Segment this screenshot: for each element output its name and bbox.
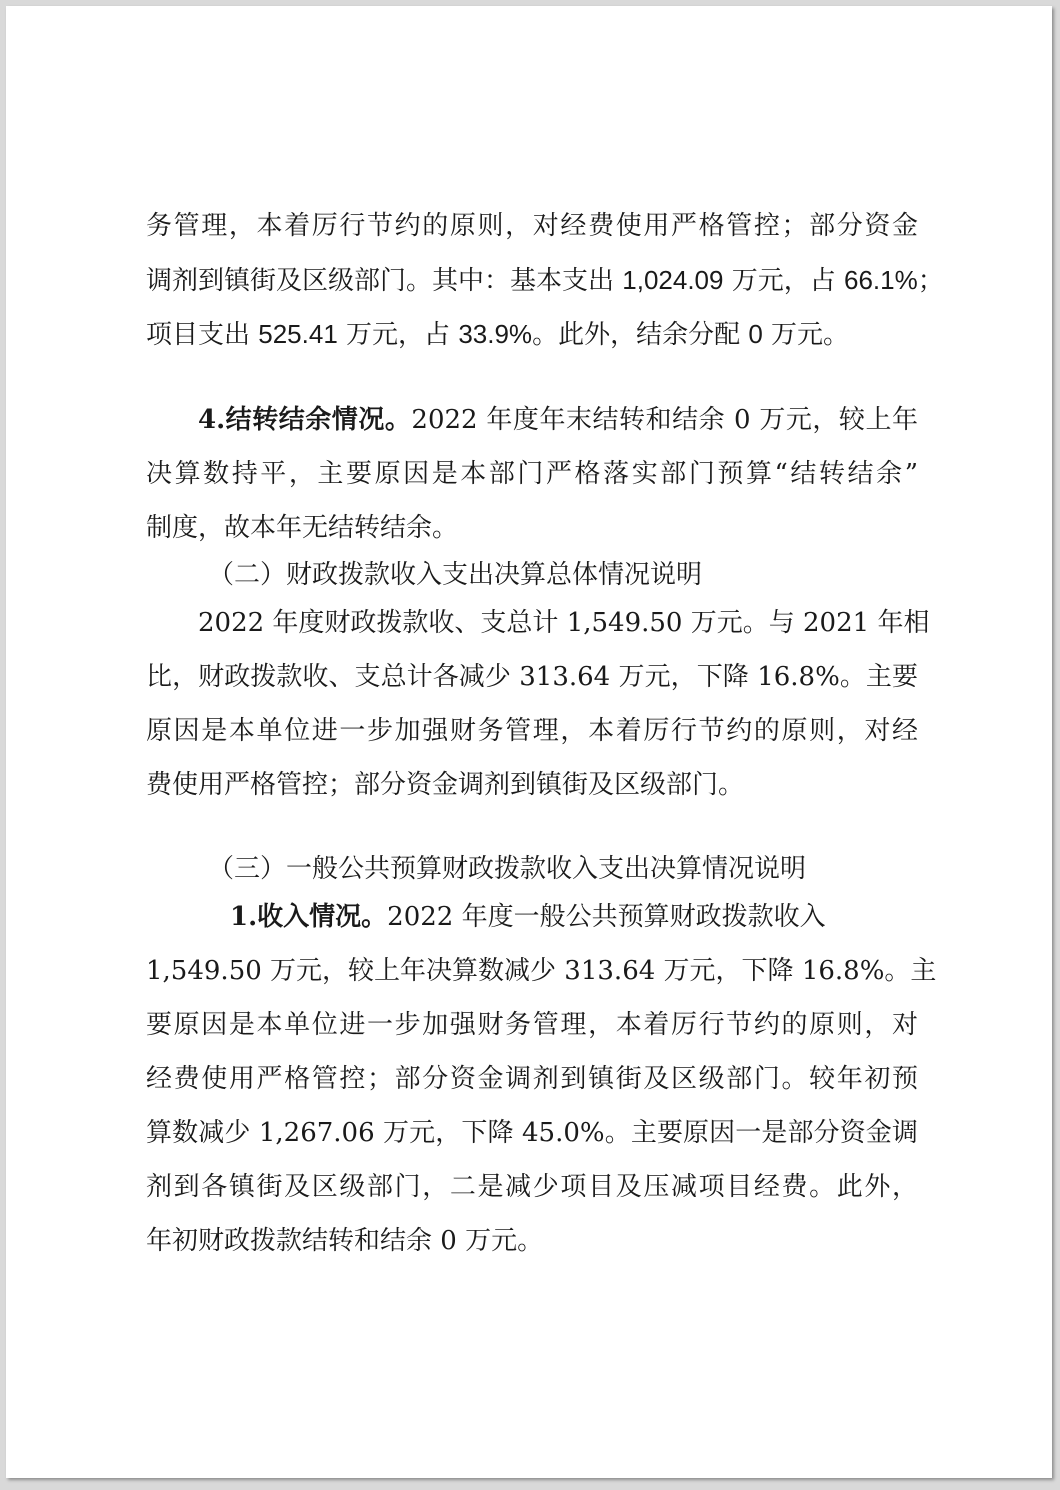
percent-basic-expense: 66.1% xyxy=(844,265,918,295)
text-fragment: 万元。 xyxy=(762,320,850,350)
text-fragment: 万元，占 xyxy=(337,320,459,350)
text-fragment: 万元，占 xyxy=(723,266,845,296)
text-line: 年初财政拨款结转和结余 0 万元。 xyxy=(146,1226,544,1256)
text-line: 算数减少 1,267.06 万元，下降 45.0%。主要原因一是部分资金调 xyxy=(146,1118,918,1148)
text-line: 制度，故本年无结转结余。 xyxy=(146,513,459,543)
text-fragment: 调剂到镇街及区级部门。其中：基本支出 xyxy=(146,266,623,296)
document-page xyxy=(6,6,1052,1478)
subheading-income: 1.收入情况。 xyxy=(230,902,388,932)
section-title-2: （二）财政拨款收入支出决算总体情况说明 xyxy=(208,560,703,590)
subheading-carryover: 4.结转结余情况。 xyxy=(198,405,412,435)
text-line: 1,549.50 万元，较上年决算数减少 313.64 万元，下降 16.8%。主 xyxy=(146,956,937,986)
text-line: 要原因是本单位进一步加强财务管理，本着厉行节约的原则，对 xyxy=(146,1010,918,1040)
text-fragment: ； xyxy=(917,266,944,296)
text-line: 费使用严格管控；部分资金调剂到镇街及区级部门。 xyxy=(146,770,745,800)
text-line: 经费使用严格管控；部分资金调剂到镇街及区级部门。较年初预 xyxy=(146,1064,918,1094)
text-line: 务管理，本着厉行节约的原则，对经费使用严格管控；部分资金 xyxy=(146,211,918,241)
text-fragment: 。此外，结余分配 xyxy=(532,320,749,350)
text-line: 决算数持平，主要原因是本部门严格落实部门预算“结转结余” xyxy=(146,459,918,489)
amount-basic-expense: 1,024.09 xyxy=(622,265,724,295)
text-line xyxy=(146,404,918,436)
amount-surplus: 0 xyxy=(748,319,763,349)
text-line: 剂到各镇街及区级部门，二是减少项目及压减项目经费。此外， xyxy=(146,1172,918,1202)
amount-project-expense: 525.41 xyxy=(258,319,338,349)
section-title-3: （三）一般公共预算财政拨款收入支出决算情况说明 xyxy=(208,854,807,884)
text-fragment: 2022 年度一般公共预算财政拨款收入 xyxy=(387,902,826,932)
text-line: 原因是本单位进一步加强财务管理，本着厉行节约的原则，对经 xyxy=(146,716,918,746)
text-fragment: 项目支出 xyxy=(146,320,259,350)
text-line: 比，财政拨款收、支总计各减少 313.64 万元，下降 16.8%。主要 xyxy=(146,662,918,692)
text-line xyxy=(146,318,918,350)
percent-project-expense: 33.9% xyxy=(458,319,533,349)
text-fragment: 2022 年度年末结转和结余 0 万元，较上年 xyxy=(411,405,918,435)
text-line xyxy=(146,264,944,296)
text-line: 2022 年度财政拨款收、支总计 1,549.50 万元。与 2021 年相 xyxy=(198,608,930,638)
text-line xyxy=(146,901,918,933)
